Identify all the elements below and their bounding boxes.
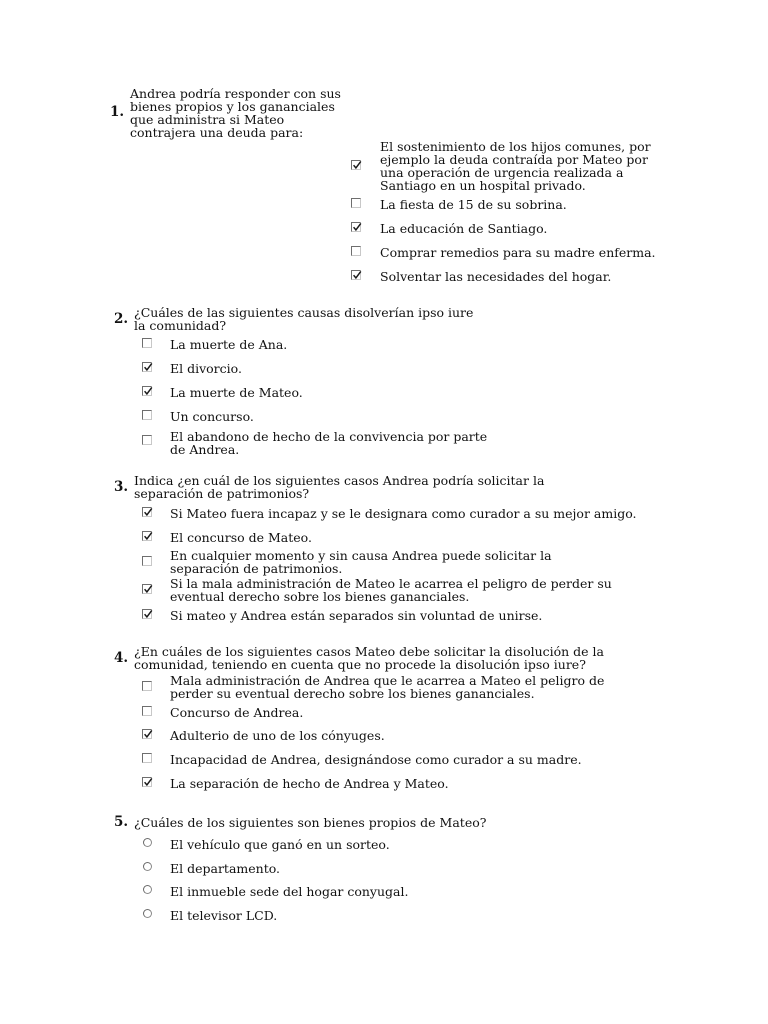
option-label: Si la mala administración de Mateo le acarrea el peligro de perder su eventual derecho sobre los bienes gananciales. (170, 576, 612, 604)
option[interactable] (142, 362, 502, 376)
option[interactable] (142, 577, 642, 605)
checkbox[interactable] (142, 531, 152, 541)
option[interactable] (142, 338, 502, 352)
check-icon (143, 531, 153, 541)
check-icon (143, 609, 153, 619)
option-label: Un concurso. (170, 409, 254, 424)
option[interactable] (142, 885, 542, 899)
option-label: La separación de hecho de Andrea y Mateo. (170, 776, 449, 791)
option[interactable] (142, 549, 642, 577)
checkbox[interactable] (351, 198, 361, 208)
checkbox[interactable] (142, 706, 152, 716)
option-label: Si Mateo fuera incapaz y se le designara como curador a su mejor amigo. (170, 506, 637, 521)
option-label: Solventar las necesidades del hogar. (380, 269, 612, 284)
checkbox[interactable] (142, 609, 152, 619)
checkbox[interactable] (142, 386, 152, 396)
option-label: La muerte de Ana. (170, 337, 288, 352)
checkbox[interactable] (142, 753, 152, 763)
question-number: 4. (114, 650, 129, 666)
option-label: Comprar remedios para su madre enferma. (380, 245, 656, 260)
option-label: La muerte de Mateo. (170, 385, 303, 400)
option-label: En cualquier momento y sin causa Andrea puede solicitar la separación de patrimonios. (170, 548, 552, 576)
option[interactable] (351, 270, 671, 284)
question-text: Indica ¿en cuál de los siguientes casos Andrea podría solicitar la separación de patrimonios? (134, 473, 545, 501)
check-icon (352, 160, 362, 170)
question-number: 3. (114, 479, 129, 495)
checkbox[interactable] (142, 556, 152, 566)
option[interactable] (142, 729, 642, 743)
option[interactable] (142, 838, 542, 852)
radio-button[interactable] (143, 909, 152, 918)
option[interactable] (351, 246, 671, 260)
option[interactable] (142, 531, 642, 545)
option[interactable] (142, 507, 642, 521)
check-icon (143, 507, 153, 517)
option[interactable] (351, 198, 671, 212)
checkbox[interactable] (351, 160, 361, 170)
option-label: La educación de Santiago. (380, 221, 548, 236)
check-icon (143, 729, 153, 739)
checkbox[interactable] (351, 270, 361, 280)
checkbox[interactable] (142, 362, 152, 372)
check-icon (352, 222, 362, 232)
option[interactable] (142, 674, 642, 702)
radio-button[interactable] (143, 838, 152, 847)
option-label: Incapacidad de Andrea, designándose como curador a su madre. (170, 752, 582, 767)
option[interactable] (142, 386, 502, 400)
option[interactable] (142, 777, 642, 791)
option[interactable] (142, 706, 642, 720)
question-text: ¿Cuáles de las siguientes causas disolverían ipso iure la comunidad? (134, 305, 474, 333)
check-icon (143, 386, 153, 396)
checkbox[interactable] (142, 681, 152, 691)
option-label: El divorcio. (170, 361, 242, 376)
radio-button[interactable] (143, 862, 152, 871)
option-label: Concurso de Andrea. (170, 705, 304, 720)
option-label: Si mateo y Andrea están separados sin voluntad de unirse. (170, 608, 543, 623)
question-number: 2. (114, 311, 129, 327)
checkbox[interactable] (351, 222, 361, 232)
option-label: El departamento. (170, 861, 281, 876)
checkbox[interactable] (142, 729, 152, 739)
check-icon (143, 362, 153, 372)
option-label: El televisor LCD. (170, 908, 278, 923)
checkbox[interactable] (142, 507, 152, 517)
option[interactable] (142, 753, 642, 767)
option-label: El vehículo que ganó en un sorteo. (170, 837, 390, 852)
option-label: La fiesta de 15 de su sobrina. (380, 197, 567, 212)
check-icon (352, 270, 362, 280)
option[interactable] (142, 862, 542, 876)
option[interactable] (351, 140, 671, 192)
check-icon (143, 777, 153, 787)
option-label: El concurso de Mateo. (170, 530, 312, 545)
check-icon (143, 584, 153, 594)
option[interactable] (142, 410, 502, 424)
option-label: Adulterio de uno de los cónyuges. (170, 728, 385, 743)
option-label: El inmueble sede del hogar conyugal. (170, 884, 409, 899)
option-label: El abandono de hecho de la convivencia por parte de Andrea. (170, 429, 488, 457)
checkbox[interactable] (351, 246, 361, 256)
radio-button[interactable] (143, 885, 152, 894)
option[interactable] (351, 222, 671, 236)
option-label: Mala administración de Andrea que le acarrea a Mateo el peligro de perder su eventual derecho sobre los bienes gananciales. (170, 673, 605, 701)
checkbox[interactable] (142, 584, 152, 594)
checkbox[interactable] (142, 410, 152, 420)
question-number: 5. (114, 814, 129, 830)
question-text: Andrea podría responder con sus bienes propios y los gananciales que administra si Mateo contrajera una deuda para: (130, 86, 341, 140)
option[interactable] (142, 430, 502, 458)
question-number: 1. (110, 104, 125, 120)
checkbox[interactable] (142, 435, 152, 445)
option[interactable] (142, 909, 542, 923)
question-text: ¿Cuáles de los siguientes son bienes propios de Mateo? (134, 815, 487, 830)
checkbox[interactable] (142, 777, 152, 787)
option-label: El sostenimiento de los hijos comunes, por ejemplo la deuda contraída por Mateo por una operación de urgencia realizada a Santiago en un hospital privado. (380, 139, 651, 193)
option[interactable] (142, 609, 642, 623)
checkbox[interactable] (142, 338, 152, 348)
question-text: ¿En cuáles de los siguientes casos Mateo debe solicitar la disolución de la comunidad, teniendo en cuenta que no procede la disolución ipso iure? (134, 644, 605, 672)
